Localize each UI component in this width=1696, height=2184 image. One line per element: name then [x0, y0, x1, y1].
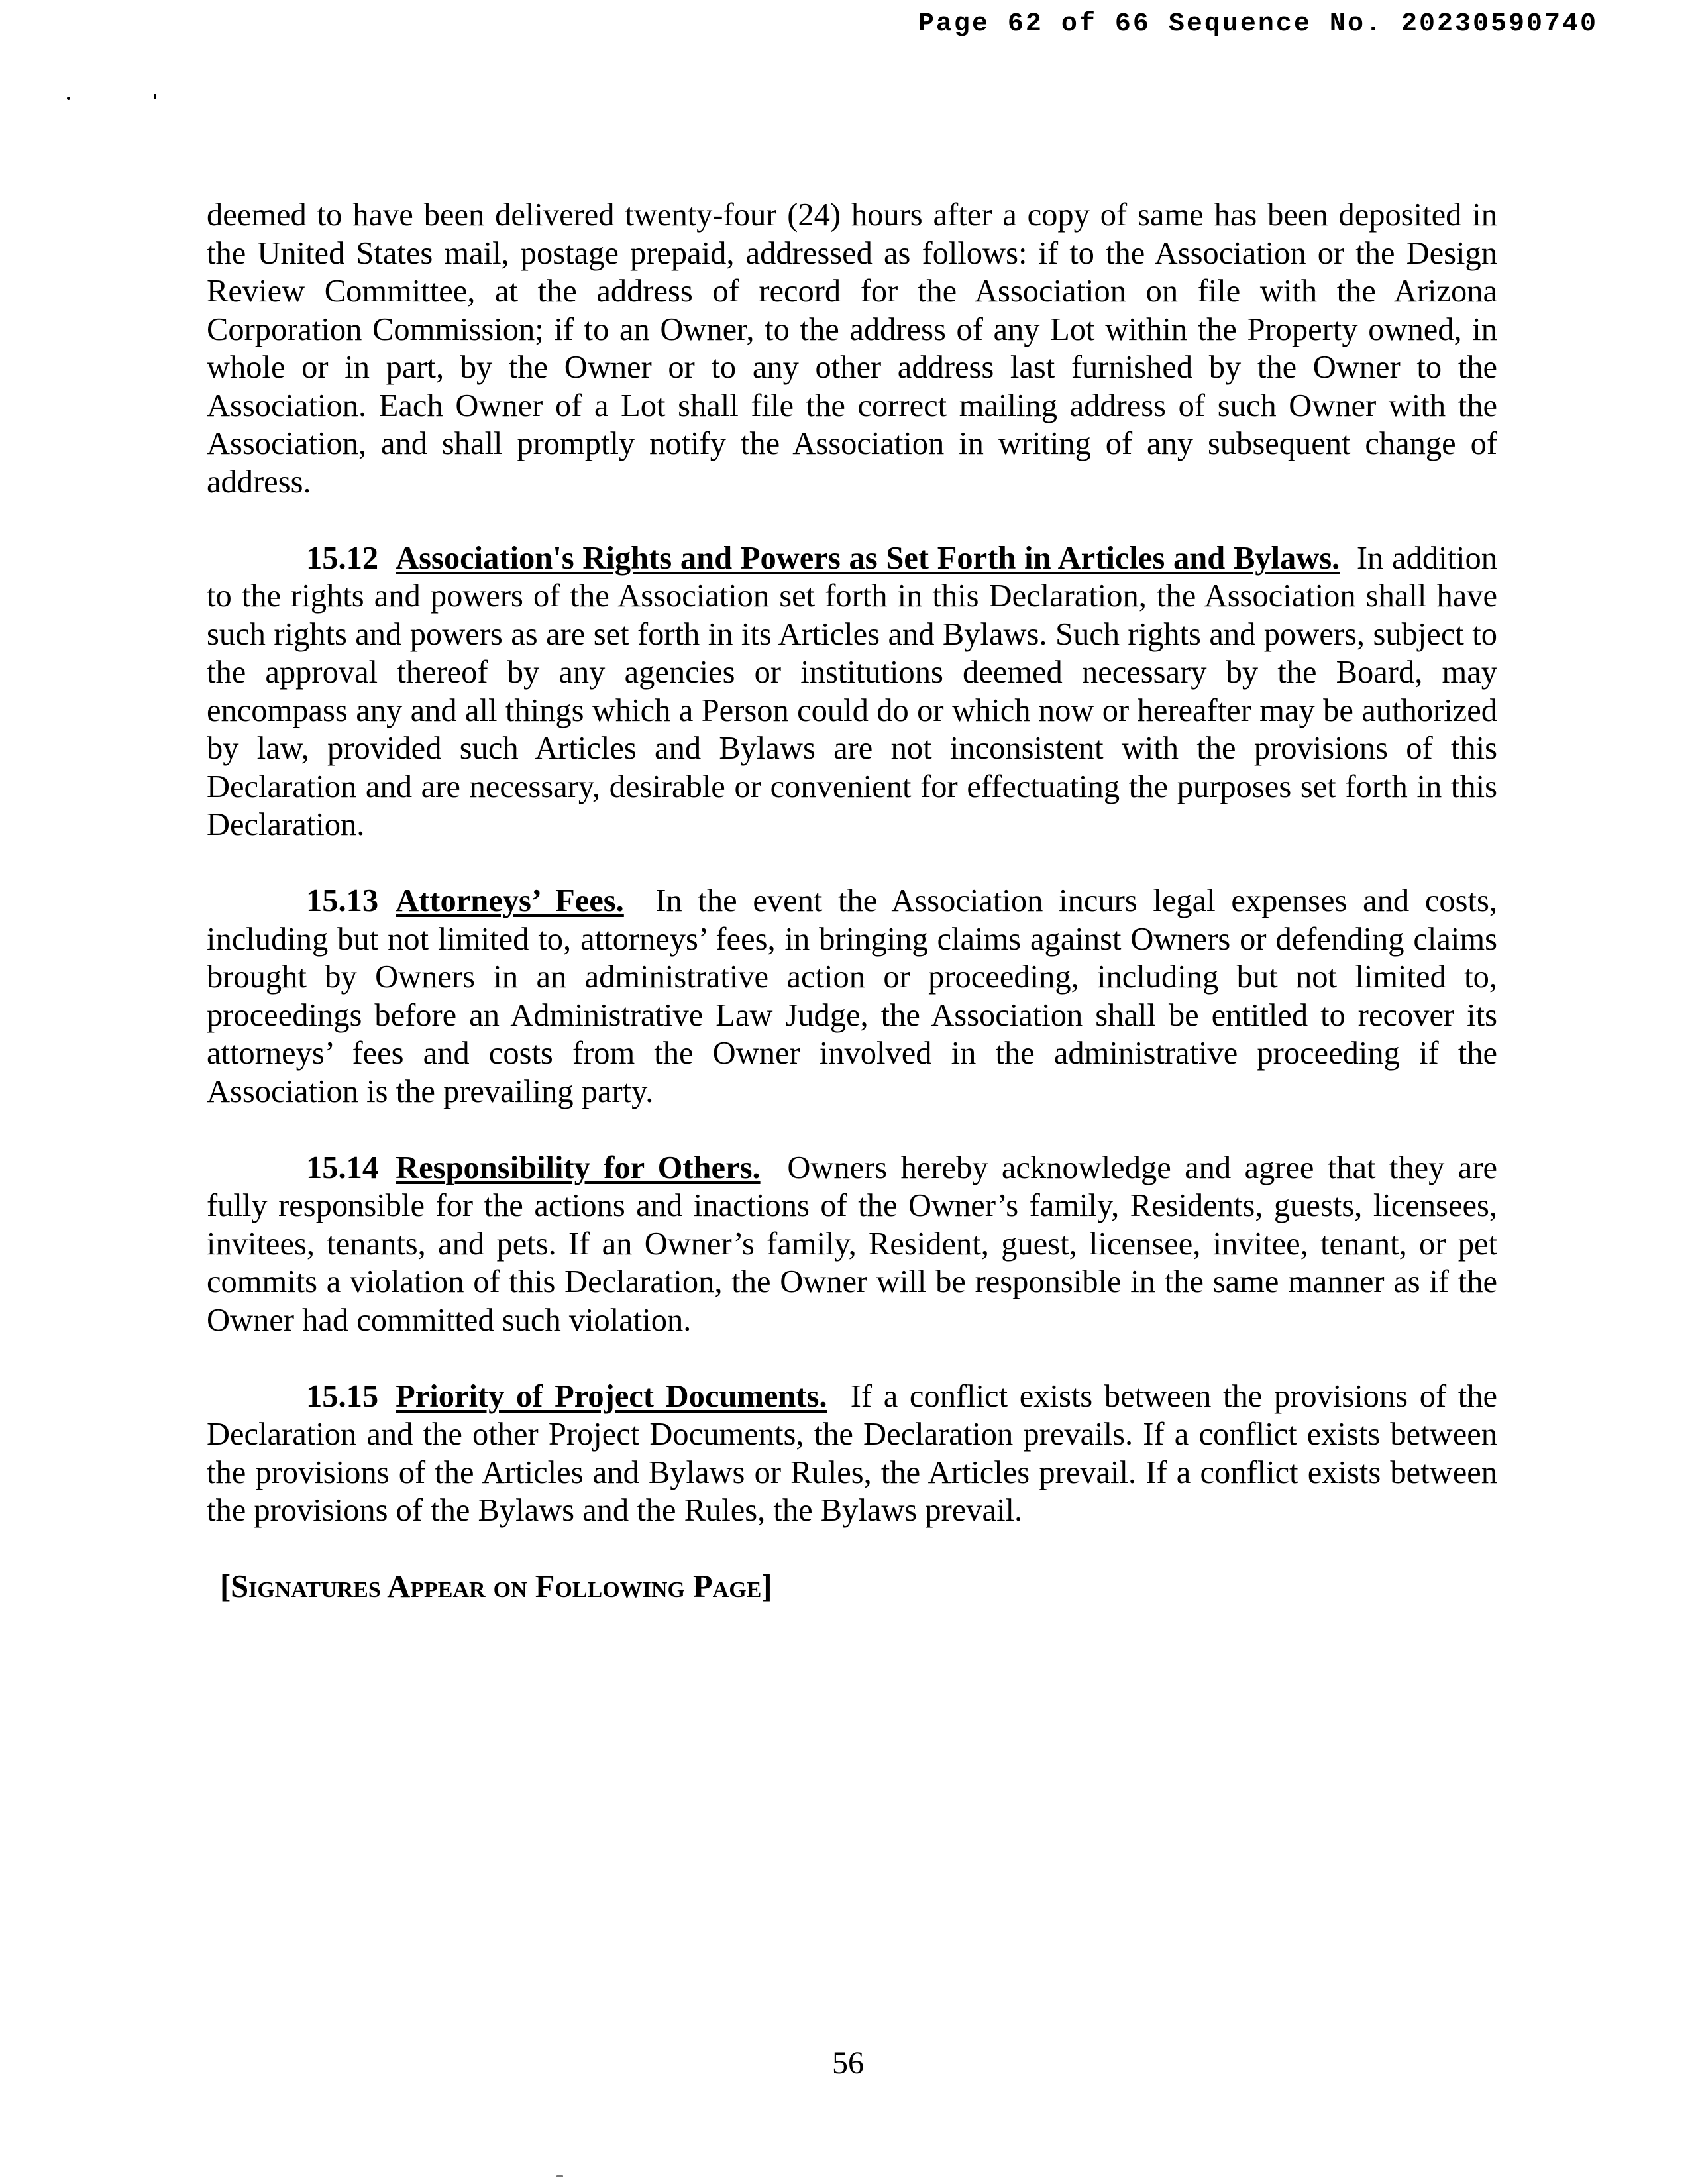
section-text: Owners hereby acknowledge and agree that they are fully responsible for the actions and inactions of the Owner’s family, Residents, guests, licensees, invitees, tenants, and pets. If an Owner’s family, Resident, guest, licensee, invitee, tenant, or pet commits a violation of this Declaration, the Owner will be responsible in the same manner as if the Owner had committed such violation.	[207, 1150, 1497, 1338]
section-15-14	[207, 1149, 1497, 1340]
signatures-note: [Signatures Appear on Following Page]	[220, 1569, 772, 1604]
page-number: 56	[832, 2046, 864, 2081]
section-title: Attorneys’ Fees.	[396, 883, 624, 918]
scan-speck	[154, 94, 156, 99]
section-number: 15.13	[306, 883, 379, 918]
section-title: Association's Rights and Powers as Set Forth in Articles and Bylaws.	[396, 540, 1340, 576]
section-15-13	[207, 882, 1497, 1111]
section-15-15	[207, 1378, 1497, 1530]
section-number: 15.14	[306, 1150, 379, 1185]
section-title: Responsibility for Others.	[396, 1150, 761, 1185]
scan-speck	[556, 2175, 563, 2177]
page-sequence-header: Page 62 of 66 Sequence No. 20230590740	[918, 9, 1598, 39]
section-number: 15.12	[306, 540, 379, 576]
continuation-paragraph: deemed to have been delivered twenty-four (24) hours after a copy of same has been deposited in the United States mail, postage prepaid, addressed as follows: if to the Association or the Design Review Committee, at the address of record for the Association on file with the Arizona Corporation Commission; if to an Owner, to the address of any Lot within the Property owned, in whole or in part, by the Owner or to any other address last furnished by the Owner to the Association. Each Owner of a Lot shall file the correct mailing address of such Owner with the Association, and shall promptly notify the Association in writing of any subsequent change of address.	[207, 197, 1497, 500]
section-title: Priority of Project Documents.	[396, 1378, 827, 1414]
section-15-12	[207, 539, 1497, 844]
section-number: 15.15	[306, 1378, 379, 1414]
scan-speck	[67, 97, 70, 100]
section-text: In the event the Association incurs legal expenses and costs, including but not limited to, attorneys’ fees, in bringing claims against Owners or defending claims brought by Owners in an administrative action or proceeding, including but not limited to, proceedings before an Administrative Law Judge, the Association shall be entitled to recover its attorneys’ fees and costs from the Owner involved in the administrative proceeding if the Association is the prevailing party.	[207, 883, 1497, 1109]
section-text: If a conflict exists between the provisions of the Declaration and the other Project Documents, the Declaration prevails. If a conflict exists between the provisions of the Articles and Bylaws or Rules, the Articles prevail. If a conflict exists between the provisions of the Bylaws and the Rules, the Bylaws prevail.	[207, 1378, 1498, 1528]
document-body	[207, 196, 1497, 1644]
section-text: In addition to the rights and powers of the Association set forth in this Declaration, the Association shall have such rights and powers as are set forth in its Articles and Bylaws. Such rights and powers, subject to the approval thereof by any agencies or institutions deemed necessary by the Board, may encompass any and all things which a Person could do or which now or hereafter may be authorized by law, provided such Articles and Bylaws are not inconsistent with the provisions of this Declaration and are necessary, desirable or convenient for effectuating the purposes set forth in this Declaration.	[207, 540, 1498, 842]
